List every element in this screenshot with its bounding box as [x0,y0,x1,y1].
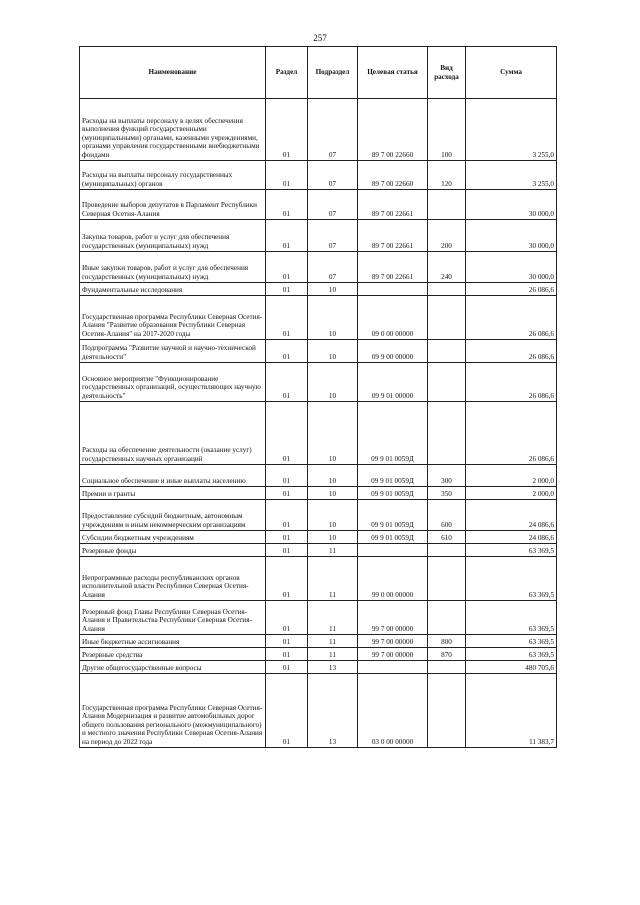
table-row [80,557,557,601]
row-sum: 26 086,6 [466,363,557,402]
row-expense-type [428,402,466,465]
row-razdel: 01 [266,544,308,557]
table-row [80,252,557,283]
row-podrazdel: 11 [308,635,358,648]
row-podrazdel: 10 [308,340,358,363]
row-expense-type: 100 [428,99,466,161]
table-row [80,601,557,635]
table-row [80,283,557,296]
row-target-article: 03 0 00 00000 [358,674,428,748]
row-sum: 2 000,0 [466,487,557,500]
row-target-article: 89 7 00 22660 [358,99,428,161]
row-razdel: 01 [266,531,308,544]
row-target-article: 99 7 00 00000 [358,648,428,661]
row-podrazdel: 10 [308,402,358,465]
row-sum: 30 000,0 [466,220,557,252]
row-name: Премии и гранты [80,487,266,500]
row-sum: 30 000,0 [466,252,557,283]
header-expense-type: Вид расхода [428,47,466,99]
row-sum: 26 086,6 [466,340,557,363]
row-name: Основное мероприятие "Функционирование государственных организаций, осуществляющих научную деятельность" [80,363,266,402]
row-sum: 26 086,6 [466,402,557,465]
row-target-article: 89 7 00 22661 [358,220,428,252]
row-razdel: 01 [266,252,308,283]
table-row [80,402,557,465]
row-target-article: 09 9 01 0059Д [358,402,428,465]
row-podrazdel: 10 [308,296,358,340]
row-name: Социальное обеспечение и иные выплаты населению [80,465,266,487]
header-name: Наименование [80,47,266,99]
row-podrazdel: 07 [308,220,358,252]
row-name: Другие общегосударственные вопросы [80,661,266,674]
header-target-article: Целевая статья [358,47,428,99]
row-sum: 3 255,0 [466,161,557,190]
row-expense-type [428,674,466,748]
row-podrazdel: 07 [308,190,358,220]
row-expense-type: 800 [428,635,466,648]
row-expense-type: 870 [428,648,466,661]
row-podrazdel: 10 [308,363,358,402]
row-expense-type [428,601,466,635]
row-target-article [358,661,428,674]
table-row [80,296,557,340]
row-razdel: 01 [266,340,308,363]
row-target-article: 99 7 00 00000 [358,635,428,648]
table-row [80,220,557,252]
row-sum: 26 086,6 [466,296,557,340]
row-expense-type: 240 [428,252,466,283]
row-name: Непрограммные расходы республиканских органов исполнительной власти Республики Северная Осетия-Алания [80,557,266,601]
row-sum: 24 086,6 [466,531,557,544]
row-razdel: 01 [266,363,308,402]
row-sum: 11 383,7 [466,674,557,748]
row-expense-type: 120 [428,161,466,190]
row-name: Государственная программа Республики Северная Осетия-Алания "Развитие образования Республики Северная Осетия-Алания" на 2017-2020 годы [80,296,266,340]
row-razdel: 01 [266,220,308,252]
row-podrazdel: 10 [308,487,358,500]
row-expense-type [428,340,466,363]
row-target-article: 09 9 01 00000 [358,363,428,402]
row-razdel: 01 [266,674,308,748]
row-expense-type [428,363,466,402]
row-sum: 26 086,6 [466,283,557,296]
row-sum: 24 086,6 [466,500,557,531]
row-podrazdel: 11 [308,544,358,557]
row-razdel: 01 [266,99,308,161]
row-target-article: 09 9 01 0059Д [358,465,428,487]
row-name: Фундаментальные исследования [80,283,266,296]
budget-table [79,46,557,748]
table-row [80,661,557,674]
row-name: Предоставление субсидий бюджетным, автономным учреждениям и иным некоммерческим организациям [80,500,266,531]
row-expense-type: 350 [428,487,466,500]
row-sum: 30 000,0 [466,190,557,220]
table-header-row [80,47,557,99]
row-razdel: 01 [266,635,308,648]
row-expense-type [428,190,466,220]
table-row [80,161,557,190]
row-podrazdel: 10 [308,500,358,531]
row-target-article: 99 7 00 00000 [358,601,428,635]
row-expense-type [428,283,466,296]
row-name: Государственная программа Республики Северная Осетия-Алания Модернизация и развитие автомобильных дорог общего пользования регионального (межмуниципального) и местного значения Республики Северная Осетия-Алания на период до 2022 года [80,674,266,748]
row-name: Закупка товаров, работ и услуг для обеспечения государственных (муниципальных) нужд [80,220,266,252]
row-name: Иные закупки товаров, работ и услуг для обеспечения государственных (муниципальных) нужд [80,252,266,283]
row-expense-type: 610 [428,531,466,544]
row-name: Резервные фонды [80,544,266,557]
row-podrazdel: 07 [308,99,358,161]
row-expense-type: 200 [428,220,466,252]
table-row [80,190,557,220]
table-row [80,340,557,363]
row-expense-type [428,557,466,601]
row-razdel: 01 [266,648,308,661]
row-target-article: 09 9 01 0059Д [358,487,428,500]
row-target-article: 89 7 00 22660 [358,161,428,190]
row-name: Резервные средства [80,648,266,661]
row-podrazdel: 07 [308,161,358,190]
row-podrazdel: 11 [308,601,358,635]
page-number: 257 [313,33,327,43]
row-expense-type [428,544,466,557]
row-name: Иные бюджетные ассигнования [80,635,266,648]
row-podrazdel: 11 [308,648,358,661]
row-razdel: 01 [266,190,308,220]
table-row [80,363,557,402]
row-expense-type [428,296,466,340]
row-sum: 63 369,5 [466,601,557,635]
row-target-article: 09 9 01 0059Д [358,531,428,544]
row-name: Подпрограмма "Развитие научной и научно-технической деятельности" [80,340,266,363]
row-podrazdel: 13 [308,661,358,674]
row-sum: 2 000,0 [466,465,557,487]
row-sum: 63 369,5 [466,635,557,648]
row-sum: 63 369,5 [466,544,557,557]
row-target-article: 09 9 01 0059Д [358,500,428,531]
row-razdel: 01 [266,283,308,296]
row-target-article: 89 7 00 22661 [358,252,428,283]
row-expense-type: 600 [428,500,466,531]
row-target-article: 09 0 00 00000 [358,296,428,340]
row-sum: 63 369,5 [466,648,557,661]
row-podrazdel: 13 [308,674,358,748]
row-razdel: 01 [266,500,308,531]
header-podrazdel: Подраздел [308,47,358,99]
row-name: Субсидии бюджетным учреждениям [80,531,266,544]
row-razdel: 01 [266,601,308,635]
row-razdel: 01 [266,487,308,500]
row-razdel: 01 [266,161,308,190]
table-row [80,635,557,648]
table-row [80,531,557,544]
table-row [80,674,557,748]
row-razdel: 01 [266,557,308,601]
row-razdel: 01 [266,465,308,487]
row-expense-type [428,661,466,674]
row-podrazdel: 07 [308,252,358,283]
row-sum: 63 369,5 [466,557,557,601]
row-name: Резервный фонд Главы Республики Северная Осетия-Алания и Правительства Республики Северная Осетия-Алания [80,601,266,635]
row-name: Расходы на выплаты персоналу в целях обеспечения выполнения функций государственными (муниципальными) органами, казенными учреждениями, органами управления государственными внебюджетными фондами [80,99,266,161]
row-razdel: 01 [266,661,308,674]
row-name: Расходы на обеспечение деятельности (оказание услуг) государственных научных организаций [80,402,266,465]
row-razdel: 01 [266,296,308,340]
row-target-article: 89 7 00 22661 [358,190,428,220]
row-name: Расходы на выплаты персоналу государственных (муниципальных) органов [80,161,266,190]
row-podrazdel: 10 [308,531,358,544]
row-name: Проведение выборов депутатов в Парламент Республики Северная Осетия-Алания [80,190,266,220]
header-razdel: Раздел [266,47,308,99]
table-row [80,544,557,557]
table-row [80,487,557,500]
row-podrazdel: 10 [308,283,358,296]
row-podrazdel: 10 [308,465,358,487]
table-row [80,648,557,661]
table-row [80,99,557,161]
row-podrazdel: 11 [308,557,358,601]
row-razdel: 01 [266,402,308,465]
table-row [80,500,557,531]
row-sum: 480 705,6 [466,661,557,674]
row-target-article [358,544,428,557]
row-expense-type: 300 [428,465,466,487]
row-target-article: 09 9 00 00000 [358,340,428,363]
row-sum: 3 255,0 [466,99,557,161]
row-target-article: 99 0 00 00000 [358,557,428,601]
row-target-article [358,283,428,296]
table-row [80,465,557,487]
header-sum: Сумма [466,47,557,99]
